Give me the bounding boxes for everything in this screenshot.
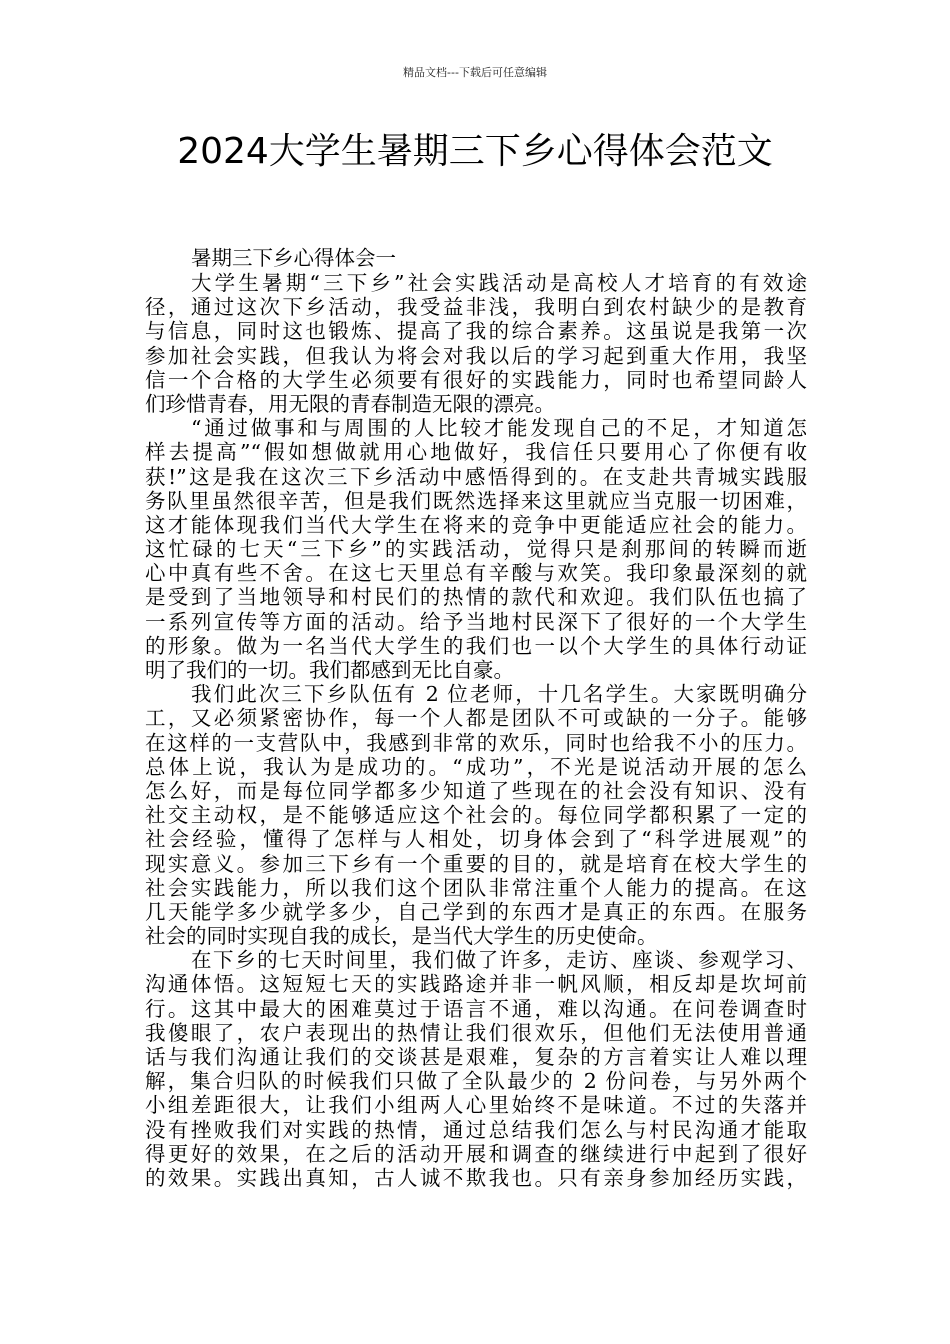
text-line: 怎么好，而是每位同学都多少知道了些现在的社会没有知识、没有 [145, 778, 807, 803]
text-line: 的效果。实践出真知，古人诚不欺我也。只有亲身参加经历实践， [145, 1165, 807, 1190]
text-line: 务队里虽然很辛苦，但是我们既然选择来这里就应当克服一切困难， [145, 488, 807, 513]
paragraph-1 [145, 271, 807, 416]
text-line: 沟通体悟。这短短七天的实践路途并非一帆风顺，相反却是坎坷前 [145, 972, 807, 997]
text-line: 信一个合格的大学生必须要有很好的实践能力，同时也希望同龄人 [145, 367, 807, 392]
text-line: 社会的同时实现自我的成长，是当代大学生的历史使命。 [145, 924, 658, 949]
text-line: 得更好的效果，在之后的活动开展和调查的继续进行中起到了很好 [145, 1141, 807, 1166]
text-line: 心中真有些不舍。在这七天里总有辛酸与欢笑。我印象最深刻的就 [145, 561, 807, 586]
text-line: 参加社会实践，但我认为将会对我以后的学习起到重大作用，我坚 [145, 343, 807, 368]
text-line: 话与我们沟通让我们的交谈甚是艰难，复杂的方言着实让人难以理 [145, 1045, 807, 1069]
text-line: 解，集合归队的时候我们只做了全队最少的 2 份问卷，与另外两个 [145, 1069, 807, 1094]
text-line: 一系列宣传等方面的活动。给予当地村民深下了很好的一个大学生 [145, 609, 807, 634]
document-title: 2024大学生暑期三下乡心得体会范文 [177, 131, 773, 172]
text-line: 们珍惜青春，用无限的青春制造无限的漂亮。 [145, 391, 555, 416]
text-line: 径，通过这次下乡活动，我受益非浅，我明白到农村缺少的是教育 [145, 295, 807, 320]
text-line: 这才能体现我们当代大学生在将来的竞争中更能适应社会的能力。 [145, 512, 807, 537]
text-line: 是受到了当地领导和村民们的热情的款代和欢迎。我们队伍也搞了 [145, 585, 807, 610]
text-line: 获!”这是我在这次三下乡活动中感悟得到的。在支赴共青城实践服 [145, 464, 807, 489]
paragraph-3 [145, 682, 807, 948]
document-body [145, 246, 807, 1190]
page-header-note: 精品文档---下载后可任意编辑 [403, 66, 547, 79]
text-line: 小组差距很大，让我们小组两人心里始终不是味道。不过的失落并 [145, 1093, 807, 1118]
text-line: “通过做事和与周围的人比较才能发现自己的不足，才知道怎 [191, 416, 807, 441]
text-line: 与信息，同时这也锻炼、提高了我的综合素养。这虽说是我第一次 [145, 319, 807, 344]
text-line: 没有挫败我们对实践的热情，通过总结我们怎么与村民沟通才能取 [145, 1117, 807, 1142]
text-line: 工，又必须紧密协作，每一个人都是团队不可或缺的一分子。能够 [145, 706, 807, 731]
section-heading: 暑期三下乡心得体会一 [191, 246, 396, 270]
text-line: 社交主动权，是不能够适应这个社会的。每位同学都积累了一定的 [145, 803, 807, 828]
paragraph-4 [145, 948, 807, 1190]
text-line: 总体上说，我认为是成功的。“成功”，不光是说活动开展的怎么 [145, 754, 807, 779]
text-line: 我们此次三下乡队伍有 2 位老师，十几名学生。大家既明确分 [191, 682, 807, 707]
text-line: 社会经验，懂得了怎样与人相处，切身体会到了“科学进展观”的 [145, 827, 807, 852]
text-line: 社会实践能力，所以我们这个团队非常注重个人能力的提高。在这 [145, 875, 807, 900]
text-line: 的形象。做为一名当代大学生的我们也一以个大学生的具体行动证 [145, 633, 807, 658]
text-line: 这忙碌的七天“三下乡”的实践活动，觉得只是刹那间的转瞬而逝 [145, 537, 807, 562]
text-line: 几天能学多少就学多少，自己学到的东西才是真正的东西。在服务 [145, 899, 807, 924]
text-line: 大学生暑期“三下乡”社会实践活动是高校人才培育的有效途 [191, 271, 807, 295]
text-line: 行。这其中最大的困难莫过于语言不通，难以沟通。在问卷调查时 [145, 996, 807, 1021]
text-line: 样去提高”“假如想做就用心地做好，我信任只要用心了你便有收 [145, 440, 807, 465]
text-line: 明了我们的一切。我们都感到无比自豪。 [145, 658, 514, 682]
text-line: 在这样的一支营队中，我感到非常的欢乐，同时也给我不小的压力。 [145, 730, 807, 755]
paragraph-2 [145, 416, 807, 682]
text-line: 我傻眼了，农户表现出的热情让我们很欢乐，但他们无法使用普通 [145, 1020, 807, 1045]
text-line: 在下乡的七天时间里，我们做了许多，走访、座谈、参观学习、 [191, 948, 807, 973]
text-line: 现实意义。参加三下乡有一个重要的目的，就是培育在校大学生的 [145, 851, 807, 876]
